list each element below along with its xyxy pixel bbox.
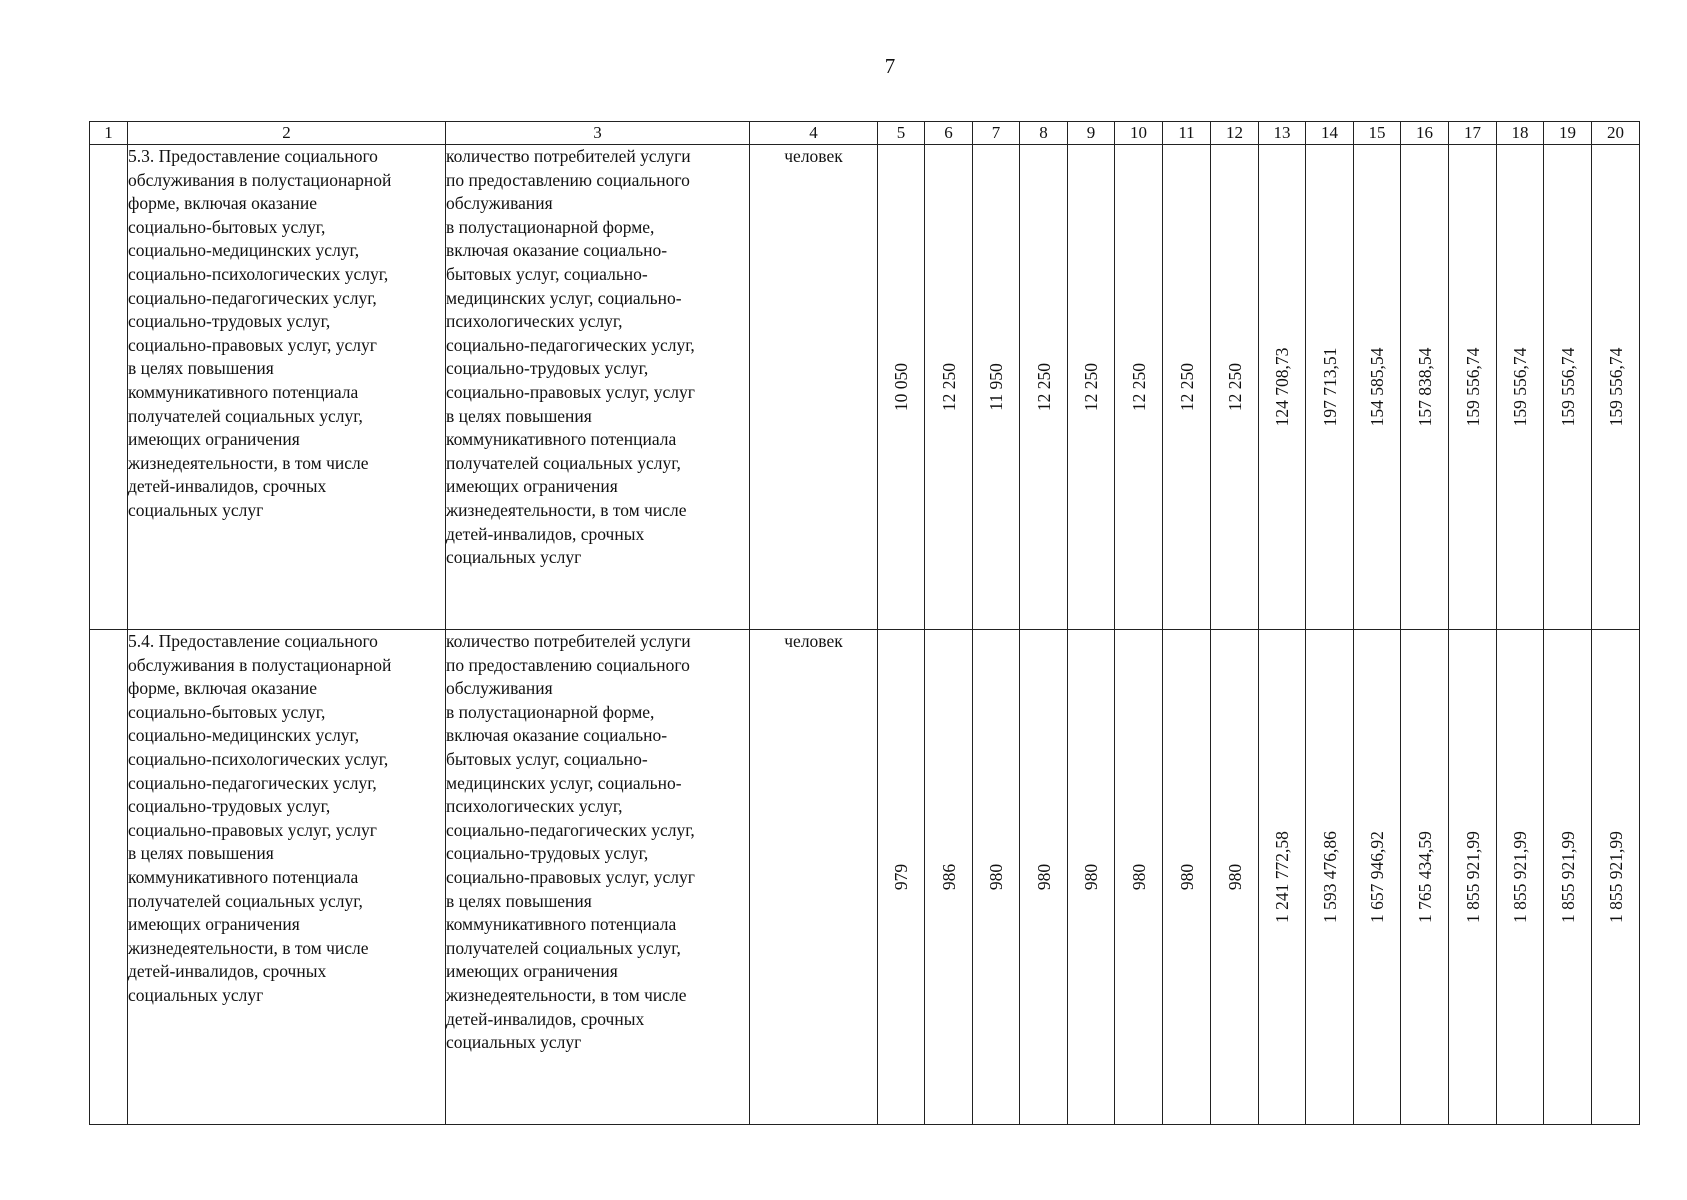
header-cell: 2 (128, 122, 446, 145)
value-text: 12 250 (1224, 362, 1245, 412)
value-text: 11 950 (986, 363, 1006, 411)
value-text: 10 050 (891, 362, 911, 412)
value-text: 12 250 (1128, 362, 1149, 412)
unit-cell: человек (750, 145, 878, 630)
value-text: 12 250 (938, 362, 959, 412)
value-cell (1163, 630, 1211, 1125)
header-row (90, 122, 1640, 145)
header-cell: 6 (925, 122, 973, 145)
value-text: 12 250 (1176, 362, 1197, 412)
value-cell (1449, 630, 1497, 1125)
indicator-cell: количество потребителей услуги по предоставлению социального обслуживания в полустационарной форме, включая оказание социально- бытовых услуг, социально- медицинских услуг, социально- психологических услуг, социально-педагогических услуг, социально-трудовых услуг, социально-правовых услуг, услуг в целях повышения коммуникативного потенциала получателей социальных услуг, имеющих ограничения жизнедеятельности, в том числе детей-инвалидов, срочных социальных услуг (446, 145, 750, 630)
value-text: 1 855 921,99 (1462, 831, 1483, 923)
value-cell (973, 630, 1020, 1125)
value-cell (1544, 145, 1592, 630)
value-text: 159 556,74 (1462, 347, 1483, 427)
value-text: 12 250 (1081, 362, 1101, 412)
table-row (90, 630, 1640, 1125)
value-text: 979 (891, 863, 911, 891)
value-text: 1 855 921,99 (1510, 831, 1530, 923)
value-text: 1 241 772,58 (1272, 831, 1292, 923)
value-cell (1497, 145, 1544, 630)
value-cell (1211, 145, 1259, 630)
value-cell (925, 630, 973, 1125)
value-cell (1401, 145, 1449, 630)
value-cell (1544, 630, 1592, 1125)
header-cell: 11 (1163, 122, 1211, 145)
header-cell: 20 (1592, 122, 1640, 145)
header-cell: 15 (1354, 122, 1401, 145)
header-cell: 9 (1068, 122, 1115, 145)
value-text: 980 (1033, 863, 1054, 891)
header-cell: 3 (446, 122, 750, 145)
value-cell (1020, 145, 1068, 630)
header-cell: 17 (1449, 122, 1497, 145)
header-cell: 1 (90, 122, 128, 145)
value-cell (973, 145, 1020, 630)
value-cell (878, 145, 925, 630)
header-cell: 5 (878, 122, 925, 145)
value-text: 159 556,74 (1605, 347, 1626, 427)
header-cell: 7 (973, 122, 1020, 145)
value-cell (1354, 630, 1401, 1125)
value-cell (925, 145, 973, 630)
value-text: 980 (986, 863, 1006, 891)
value-cell (1592, 630, 1640, 1125)
value-cell (1115, 630, 1163, 1125)
value-text: 159 556,74 (1557, 347, 1578, 427)
value-text: 1 765 434,59 (1414, 831, 1435, 923)
row-number-cell (90, 145, 128, 630)
header-cell: 8 (1020, 122, 1068, 145)
value-text: 1 593 476,86 (1319, 831, 1340, 923)
value-text: 980 (1128, 863, 1149, 891)
value-text: 980 (1081, 863, 1101, 891)
value-text: 980 (1176, 863, 1197, 891)
header-cell: 10 (1115, 122, 1163, 145)
header-cell: 4 (750, 122, 878, 145)
value-cell (1306, 630, 1354, 1125)
page-number: 7 (884, 54, 896, 78)
row-number-cell (90, 630, 128, 1125)
header-cell: 14 (1306, 122, 1354, 145)
service-name-cell: 5.4. Предоставление социального обслуживания в полустационарной форме, включая оказание социально-бытовых услуг, социально-медицинских услуг, социально-психологических услуг, социально-педагогических услуг, социально-трудовых услуг, социально-правовых услуг, услуг в целях повышения коммуникативного потенциала получателей социальных услуг, имеющих ограничения жизнедеятельности, в том числе детей-инвалидов, срочных социальных услуг (128, 630, 446, 1125)
value-cell (1449, 145, 1497, 630)
header-cell: 18 (1497, 122, 1544, 145)
value-cell (1401, 630, 1449, 1125)
header-cell: 13 (1259, 122, 1306, 145)
value-text: 1 855 921,99 (1605, 831, 1626, 923)
data-table (89, 121, 1640, 1125)
service-name-cell: 5.3. Предоставление социального обслуживания в полустационарной форме, включая оказание социально-бытовых услуг, социально-медицинских услуг, социально-психологических услуг, социально-педагогических услуг, социально-трудовых услуг, социально-правовых услуг, услуг в целях повышения коммуникативного потенциала получателей социальных услуг, имеющих ограничения жизнедеятельности, в том числе детей-инвалидов, срочных социальных услуг (128, 145, 446, 630)
value-text: 154 585,54 (1367, 347, 1387, 427)
header-cell: 16 (1401, 122, 1449, 145)
value-cell (1211, 630, 1259, 1125)
value-text: 12 250 (1033, 362, 1054, 412)
value-text: 159 556,74 (1510, 347, 1530, 427)
value-text: 124 708,73 (1272, 347, 1292, 427)
value-text: 980 (1224, 863, 1245, 891)
value-cell (1068, 630, 1115, 1125)
value-cell (1306, 145, 1354, 630)
unit-cell: человек (750, 630, 878, 1125)
value-cell (1068, 145, 1115, 630)
value-cell (1259, 630, 1306, 1125)
header-cell: 19 (1544, 122, 1592, 145)
value-cell (1354, 145, 1401, 630)
value-text: 1 657 946,92 (1367, 831, 1387, 923)
value-cell (1497, 630, 1544, 1125)
value-text: 1 855 921,99 (1557, 831, 1578, 923)
value-cell (1259, 145, 1306, 630)
value-cell (878, 630, 925, 1125)
value-cell (1163, 145, 1211, 630)
indicator-cell: количество потребителей услуги по предоставлению социального обслуживания в полустационарной форме, включая оказание социально- бытовых услуг, социально- медицинских услуг, социально- психологических услуг, социально-педагогических услуг, социально-трудовых услуг, социально-правовых услуг, услуг в целях повышения коммуникативного потенциала получателей социальных услуг, имеющих ограничения жизнедеятельности, в том числе детей-инвалидов, срочных социальных услуг (446, 630, 750, 1125)
value-text: 986 (938, 863, 959, 891)
value-text: 157 838,54 (1414, 347, 1435, 427)
value-text: 197 713,51 (1319, 347, 1340, 427)
value-cell (1020, 630, 1068, 1125)
header-cell: 12 (1211, 122, 1259, 145)
value-cell (1592, 145, 1640, 630)
table-row (90, 145, 1640, 630)
value-cell (1115, 145, 1163, 630)
